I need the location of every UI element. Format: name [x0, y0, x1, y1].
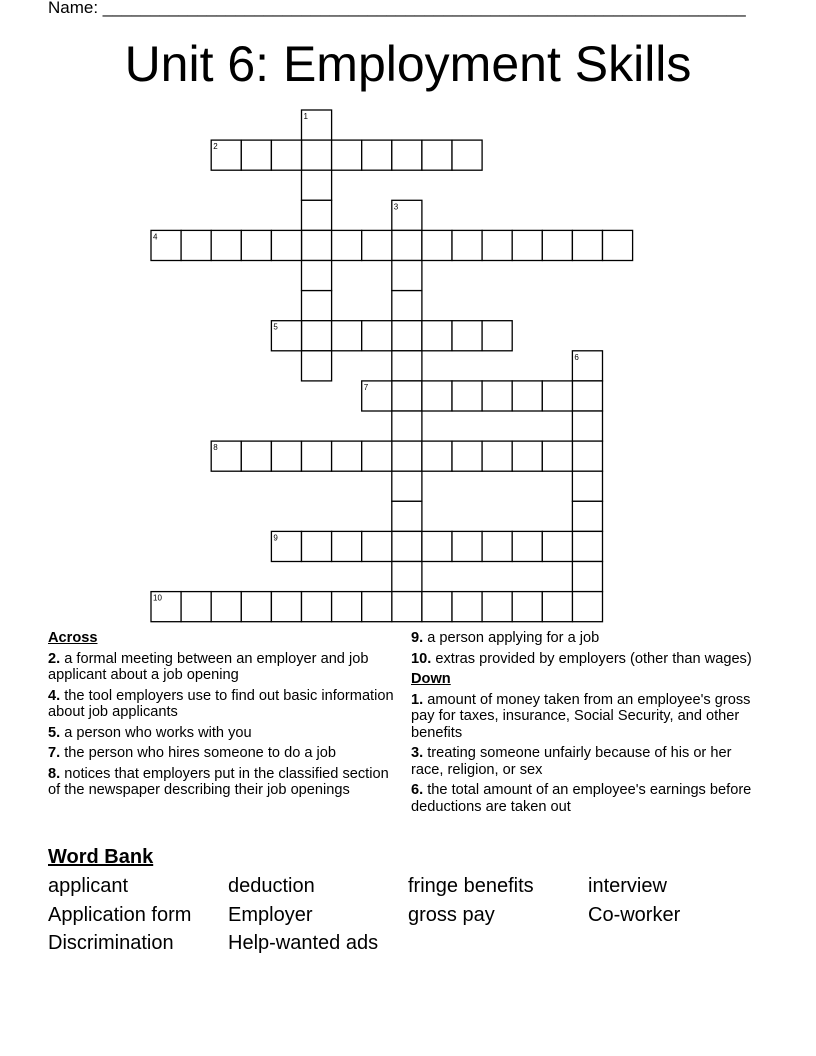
word-bank-item: Co-worker — [588, 904, 681, 926]
clue-across-2: 2. a formal meeting between an employer and job applicant about a job opening — [48, 650, 369, 683]
grid-cell[interactable] — [271, 140, 301, 170]
grid-cell[interactable] — [422, 531, 452, 561]
grid-cell[interactable] — [392, 411, 422, 441]
grid-cell[interactable] — [572, 351, 602, 381]
grid-cell[interactable] — [271, 592, 301, 622]
grid-cell[interactable] — [512, 381, 542, 411]
grid-cell[interactable] — [542, 592, 572, 622]
grid-cell[interactable] — [362, 321, 392, 351]
word-bank-item: fringe benefits — [408, 875, 534, 897]
word-bank-item: gross pay — [408, 904, 495, 926]
grid-cell[interactable] — [572, 592, 602, 622]
clue-across-8: 8. notices that employers put in the classified section of the newspaper describing their job openings — [48, 765, 389, 798]
grid-cell[interactable] — [482, 531, 512, 561]
grid-cell[interactable] — [392, 562, 422, 592]
grid-cell[interactable] — [482, 321, 512, 351]
grid-cell[interactable] — [332, 140, 362, 170]
grid-cell[interactable] — [211, 140, 241, 170]
grid-cell[interactable] — [302, 261, 332, 291]
grid-cell[interactable] — [362, 140, 392, 170]
grid-cell[interactable] — [512, 592, 542, 622]
clue-across-5: 5. a person who works with you — [48, 724, 252, 741]
grid-cell[interactable] — [302, 592, 332, 622]
word-bank-item: Application form — [48, 904, 192, 926]
clue-across-4: 4. the tool employers use to find out basic information about job applicants — [48, 687, 394, 720]
word-bank-item: Discrimination — [48, 932, 174, 954]
grid-cell[interactable] — [271, 321, 301, 351]
grid-cell[interactable] — [392, 592, 422, 622]
grid-cell[interactable] — [302, 351, 332, 381]
grid-cell[interactable] — [392, 501, 422, 531]
grid-cell[interactable] — [542, 230, 572, 260]
clue-across-7: 7. the person who hires someone to do a job — [48, 745, 337, 761]
clue-number-label: 1 — [303, 112, 308, 121]
grid-cell[interactable] — [452, 531, 482, 561]
clue-number-label: 5 — [273, 322, 278, 332]
grid-cell[interactable] — [512, 531, 542, 561]
grid-cell[interactable] — [482, 592, 512, 622]
grid-cell[interactable] — [271, 230, 301, 260]
clue-across-10: 10. extras provided by employers (other than wages) — [411, 650, 752, 667]
clue-number-label: 10 — [153, 593, 162, 603]
grid-cell[interactable] — [211, 441, 241, 471]
grid-cell[interactable] — [572, 531, 602, 561]
grid-cell[interactable] — [302, 230, 332, 260]
clue-number-label: 9 — [273, 533, 278, 543]
word-bank-item: Help-wanted ads — [228, 932, 379, 954]
clue-number-label: 8 — [213, 443, 218, 453]
clue-number-label: 2 — [213, 142, 218, 152]
grid-cell[interactable] — [302, 291, 332, 321]
grid-cell[interactable] — [241, 230, 271, 260]
grid-cell[interactable] — [482, 381, 512, 411]
grid-cell[interactable] — [542, 381, 572, 411]
grid-cell[interactable] — [452, 230, 482, 260]
clues-column-right — [411, 630, 761, 819]
grid-cell[interactable] — [211, 230, 241, 260]
grid-cell[interactable] — [362, 592, 392, 622]
grid-cell[interactable] — [422, 140, 452, 170]
grid-cell[interactable] — [241, 592, 271, 622]
grid-cell[interactable] — [422, 381, 452, 411]
grid-cell[interactable] — [392, 261, 422, 291]
grid-cell[interactable] — [362, 531, 392, 561]
grid-cell[interactable] — [572, 501, 602, 531]
word-bank-item: applicant — [48, 875, 129, 897]
grid-cell[interactable] — [332, 441, 362, 471]
page-title: Unit 6: Employment Skills — [124, 36, 692, 92]
grid-cell[interactable] — [482, 230, 512, 260]
grid-cell[interactable] — [392, 140, 422, 170]
grid-cell[interactable] — [422, 230, 452, 260]
grid-cell[interactable] — [302, 140, 332, 170]
down-heading: Down — [411, 671, 451, 687]
clue-number-label: 6 — [574, 352, 579, 362]
clue-number-label: 7 — [363, 382, 369, 392]
grid-cell[interactable] — [392, 230, 422, 260]
clue-across-9: 9. a person applying for a job — [411, 630, 600, 646]
grid-cell[interactable] — [452, 441, 482, 471]
grid-cell[interactable] — [482, 441, 512, 471]
grid-cell[interactable] — [392, 471, 422, 501]
grid-cell[interactable] — [452, 321, 482, 351]
grid-cell[interactable] — [392, 351, 422, 381]
grid-cell[interactable] — [392, 321, 422, 351]
grid-cell[interactable] — [422, 592, 452, 622]
grid-cell[interactable] — [452, 592, 482, 622]
grid-cell[interactable] — [452, 381, 482, 411]
grid-cell[interactable] — [392, 441, 422, 471]
clue-down-6: 6. the total amount of an employee's earnings before deductions are taken out — [411, 782, 752, 815]
grid-cell[interactable] — [151, 230, 181, 260]
grid-cell[interactable] — [211, 592, 241, 622]
grid-cell[interactable] — [241, 140, 271, 170]
name-field-label: Name: ____________________________________________________________________ — [48, 0, 746, 17]
clue-down-1: 1. amount of money taken from an employee's gross pay for taxes, insurance, Social Security, and other benefits — [411, 691, 751, 741]
grid-cell[interactable] — [181, 592, 211, 622]
grid-cell[interactable] — [572, 230, 602, 260]
grid-cell[interactable] — [392, 531, 422, 561]
across-heading: Across — [48, 630, 98, 646]
clues-column-left — [48, 630, 398, 803]
grid-cell[interactable] — [151, 592, 181, 622]
grid-cell[interactable] — [302, 441, 332, 471]
grid-cell[interactable] — [542, 441, 572, 471]
grid-cell[interactable] — [452, 140, 482, 170]
grid-cell[interactable] — [362, 381, 392, 411]
grid-cell[interactable] — [392, 381, 422, 411]
grid-cell[interactable] — [572, 381, 602, 411]
grid-cell[interactable] — [572, 562, 602, 592]
grid-cell[interactable] — [512, 230, 542, 260]
grid-cell[interactable] — [302, 200, 332, 230]
grid-cell[interactable] — [332, 321, 362, 351]
grid-cell[interactable] — [181, 230, 211, 260]
grid-cell[interactable] — [362, 441, 392, 471]
grid-cell[interactable] — [572, 471, 602, 501]
grid-cell[interactable] — [302, 110, 332, 140]
grid-cell[interactable] — [392, 200, 422, 230]
grid-cell[interactable] — [271, 441, 301, 471]
grid-cell[interactable] — [332, 592, 362, 622]
grid-cell[interactable] — [572, 441, 602, 471]
grid-cell[interactable] — [542, 531, 572, 561]
clue-number-label: 3 — [393, 202, 399, 212]
grid-cell[interactable] — [271, 531, 301, 561]
word-bank-item: Employer — [228, 904, 313, 926]
grid-cell[interactable] — [302, 531, 332, 561]
grid-cell[interactable] — [332, 230, 362, 260]
word-bank-item: interview — [588, 875, 667, 897]
grid-cell[interactable] — [302, 321, 332, 351]
grid-cell[interactable] — [512, 441, 542, 471]
grid-cell[interactable] — [302, 170, 332, 200]
clue-number-label: 4 — [153, 232, 158, 242]
grid-cell[interactable] — [422, 321, 452, 351]
clue-down-3: 3. treating someone unfairly because of his or her race, religion, or sex — [411, 745, 732, 778]
word-bank-item: deduction — [228, 875, 315, 897]
grid-cell[interactable] — [422, 441, 452, 471]
grid-cell[interactable] — [572, 411, 602, 441]
grid-cell[interactable] — [392, 291, 422, 321]
word-bank-title: Word Bank — [48, 846, 154, 868]
grid-cell[interactable] — [362, 230, 392, 260]
grid-cell[interactable] — [241, 441, 271, 471]
grid-cell[interactable] — [332, 531, 362, 561]
grid-cell[interactable] — [603, 230, 633, 260]
